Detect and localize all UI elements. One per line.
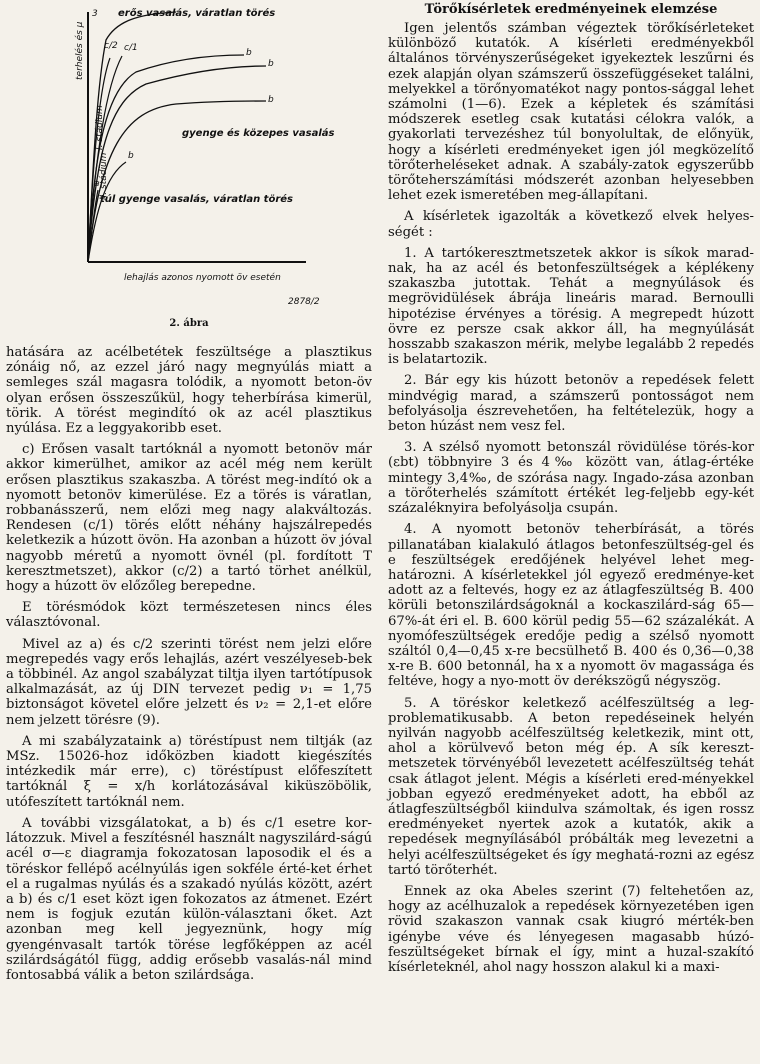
left-paragraph-4: Mivel az a) és c/2 szerinti törést nem jelzi előre megrepedés vagy erős lehajlás, azért veszélyeseb-bek a többinél. Az angol szabályzat tiltja ilyen tartótípusok alkalmazását, az új DIN tervezet pedig ν₁ = 1,75 biztonságot követel előre jelzett és ν₂ = 2,1-et előre nem jelzett törésre (9).	[6, 636, 372, 728]
curve-b-lower	[88, 66, 266, 262]
right-paragraph-4: 2. Bár egy kis húzott betonöv a repedések felett mindvégig marad, a számszerű pontosságot nem befolyásolja észrevehetően, ha feltételezük, hogy a beton húzást nem vesz fel.	[388, 373, 754, 435]
right-paragraph-3: 1. A tartókeresztmetszetek akkor is síkok marad-nak, ha az acél és betonfeszültségek a képlékeny szakaszba jutottak. Tehát a megnyúlások és megrövidülések ábrája lineáris marad. Bernoulli hipotézise érvényes a törésig. A megrepedt húzott övre ez persze csak akkor áll, ha megnyúlását hosszabb szakaszon mérik, melybe legalább 2 repedés is belatartozik.	[388, 245, 754, 368]
y-axis-label: terhelés és µ	[75, 21, 85, 80]
curve-top-label: erős vasalás, váratlan törés	[118, 8, 276, 19]
figure-caption: 2. ábra	[169, 318, 209, 329]
left-paragraph-5: A mi szabályzataink a) töréstípust nem tiltják (az MSz. 15026-hoz időközben kiadott kiegészítés intézkedik már erre), c) töréstípust előfeszített tartóknál ξ = x/h korlátozásával kiküszöbölik, utófeszített tartóknál nem.	[6, 733, 372, 810]
right-paragraph-1: Igen jelentős számban végeztek törőkísérleteket különböző kutatók. A kísérleti eredményekből általános törvényszerűségeket igyekeztek leszűrni és ezek alapján olyan számszerű összefüggéseket találni, melyekkel a törőnyomatékot nagy pontos-sággal lehet számolni (1—6). Ezek a képletek és számítási módszerek esetleg csak kutatási célokra valók, a gyakorlati tervezéshez túl bonyolultak, de előnyük, hogy a kísérleti eredményeket igen jól megközelítő törőterheléseket adnak. A szabály-zatok egyszerűbb törőteherszámítási módszerét azonban helyesebben lehet ezek ismeretében meg-állapítani.	[388, 21, 754, 204]
curve-medium	[88, 101, 266, 262]
figure-stamp: 2878/2	[288, 297, 320, 307]
right-paragraph-7: 5. A töréskor keletkező acélfeszültség a leg-problematikusabb. A beton repedéseinek helyén nyilván nagyobb acélfeszültség keletkezik, mint ott, ahol a körülvevő beton még ép. A sík kereszt-metszetek törvényéből levezetett acélfeszültség tehát csak átlagot jelent. Mégis a kísérleti ered-ményekkel jobban egyező eredményeket adott, ha ebből az átlagfeszültségből kiindulva számoltak, és igen rossz eredményeket nyertek azok a kutatók, akik a repedések megnyílásából próbálták meg levezetni a helyi acélfeszültségeket és így meghatá-rozni az egész tartó törőterhét.	[388, 695, 754, 878]
right-paragraph-5: 3. A szélső nyomott betonszál rövidülése törés-kor (εbt) többnyire 3 és 4‰ között van, átlag-értéke mintegy 3,4‰, de szórása nagy. Ingado-zása azonban a törőterhelés számított értékét leg-feljebb egy-két százaléknyira befolyásolja csupán.	[388, 440, 754, 517]
label-b-small: b	[128, 151, 134, 161]
stage-1-label: I. stádium	[95, 105, 105, 150]
left-paragraph-3: E törésmódok közt természetesen nincs éles választóvonal.	[6, 600, 372, 631]
left-paragraph-6: A további vizsgálatokat, a b) és c/1 esetre kor-látozzuk. Mivel a feszítésnél használt nagyszilárd-ságú acél σ—ε diagramja fokozatosan laposodik el és a töréskor fellépő acélnyúlás igen sokféle érté-ket érhet el a rugalmas nyúlás és a szakadó nyúlás között, azért a b) és c/1 eset közt igen fokozatos az átmenet. Ezért nem is fogjuk ezután külön-választani őket. Azt azonban meg kell jegyeznünk, hogy míg gyengénvasalt tartók törése legfőképpen az acél szilárdságától függ, addig erősebb vasalás-nál mind fontosabbá válik a beton szilárdsága.	[6, 815, 372, 983]
load-deflection-diagram	[6, 0, 372, 318]
label-b-medium: b	[268, 95, 274, 105]
right-paragraph-2: A kísérletek igazolták a következő elvek helyes-ségét :	[388, 209, 754, 240]
axis-index: 3	[92, 9, 98, 19]
right-paragraph-8: Ennek az oka Abeles szerint (7) feltehetően az, hogy az acélhuzalok a repedések környezetében igen rövid szakaszon vannak csak kiugró mérték-ben igénybe véve és lényegesen magasabb húzó-feszültségeket bírnak el így, mint a huzal-szakító kísérleteknél, ahol nagy hosszon alakul ki a maxi-	[388, 883, 754, 975]
left-paragraph-2: c) Erősen vasalt tartóknál a nyomott betonöv már akkor kimerülhet, amikor az acél még nem került erősen plasztikus szakaszba. A törést meg-indító ok a nyomott betonöv kimerülése. Ez a törés is váratlan, robbanásszerű, nem előzi meg nagy alakváltozás. Rendesen (c/1) törés előtt néhány hajszálrepedés keletkezik a húzott övön. Ha azonban a húzott öv jóval nagyobb méretű a nyomott övnél (pl. fordított T keresztmetszet), akkor (c/2) a tartó törhet anélkül, hogy a húzott öv előzőleg berepedne.	[6, 442, 372, 595]
curve-middle-label: gyenge és közepes vasalás	[182, 128, 335, 139]
left-column	[6, 0, 372, 989]
x-axis-label: lehajlás azonos nyomott öv esetén	[124, 273, 281, 283]
section-heading: Törőkísérletek eredményeinek elemzése	[424, 2, 718, 17]
right-paragraph-6: 4. A nyomott betonöv teherbírását, a törés pillanatában kialakuló átlagos betonfeszültség-gel és e feszültségek eredőjének helyével lehet meg-határozni. A kísérletekkel jól egyező eredménye-ket adott az a feltevés, hogy ez az átlagfeszültség B. 400 körüli betonszilárdságoknál a kockaszilárd-ság 65—67%-át éri el. B. 600 körül pedig 55—62 százalékát. A nyomófeszültségek eredője pedig a szélső nyomott száltól 0,4—0,45 x-re becsülhető B. 400 és 0,36—0,38 x-re B. 600 betonnál, ha x a nyomott öv magassága és feltéve, hogy a nyo-mott öv derékszögű négyszög.	[388, 522, 754, 690]
stage-2-label: II. stádium	[99, 152, 109, 200]
label-c1: c/1	[124, 43, 138, 53]
left-paragraph-1: hatására az acélbetétek feszültsége a plasztikus zónáig nő, az ezzel járó nagy megnyúlás miatt a semleges szál magasra tolódik, a nyomott beton-öv olyan erősen összeszűkül, hogy teherbírása kimerül, törik. A törést megindító ok az acél plasztikus nyúlása. Ez a leggyakoribb eset.	[6, 345, 372, 437]
figure-2	[6, 0, 372, 345]
label-a: a	[94, 179, 100, 189]
label-c2: c/2	[104, 41, 118, 51]
right-column	[388, 0, 754, 981]
label-b-lower: b	[268, 59, 274, 69]
label-b-upper: b	[246, 48, 252, 58]
curve-bottom-label: túl gyenge vasalás, váratlan törés	[100, 194, 294, 205]
